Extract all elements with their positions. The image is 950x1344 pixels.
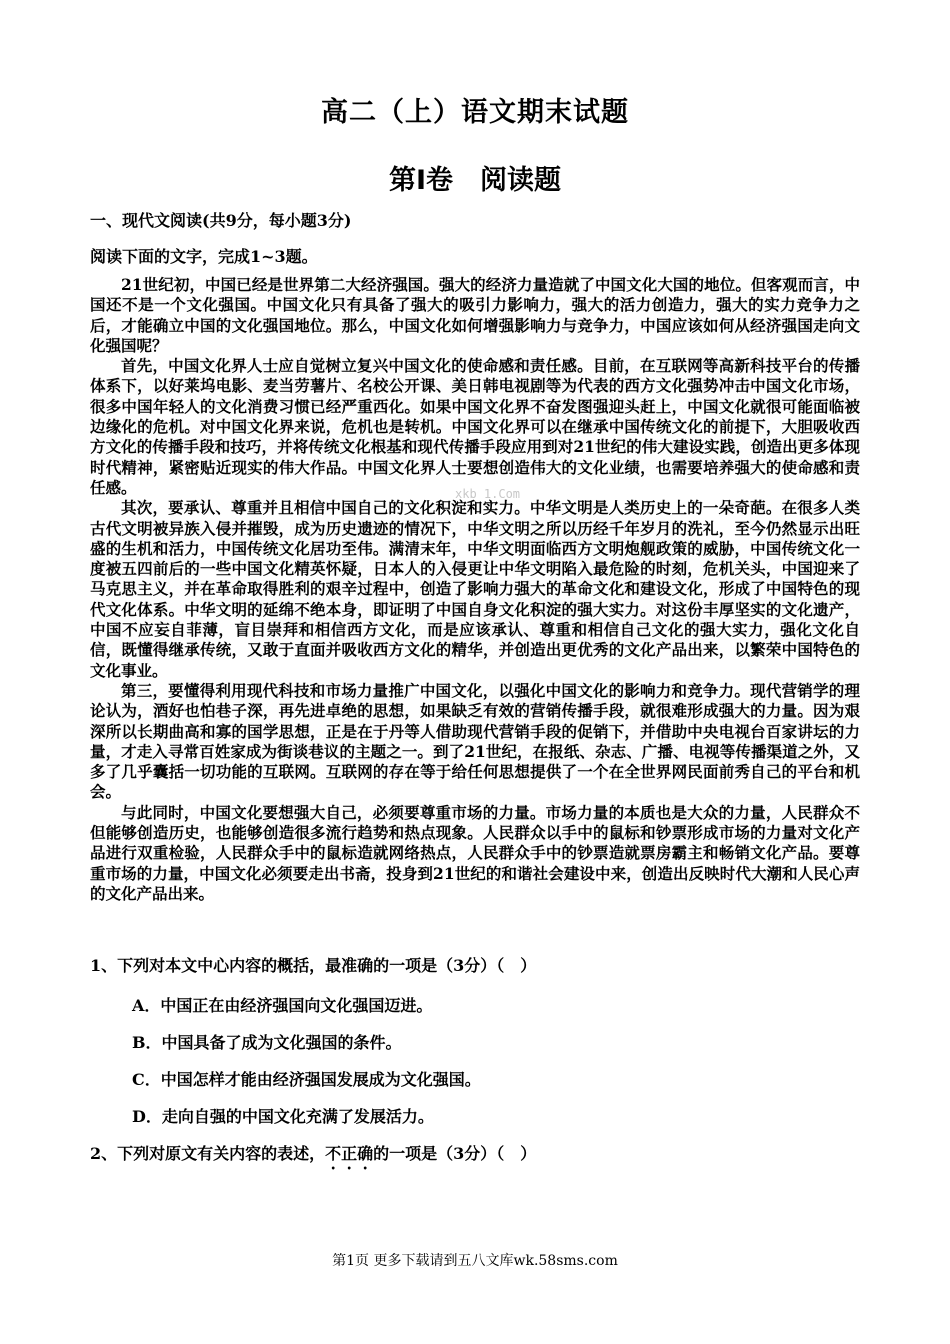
watermark: xkb 1.Com [455,487,521,501]
reading-instruction: 阅读下面的文字，完成1~3题。 [90,247,318,266]
paragraph-5: 与此同时，中国文化要想强大自己，必须要尊重市场的力量。市场力量的本质也是大众的力量，人民群众不但能够创造历史，也能够创造很多流行趋势和热点现象。人民群众以手中的鼠标和钞票形成市场的力量对文化产品进行双重检验，人民群众手中的鼠标造就网络热点，人民群众手中的钞票造就票房霸主和畅销文化产品。要尊重市场的力量，中国文化必须要走出书斋，投身到21世纪的和谐社会建设中来，创造出反映时代大潮和人民心声的文化产品出来。 [90,802,860,903]
question-2-stem [90,1141,870,1181]
question-1-option-a: A．中国正在由经济强国向文化强国迈进。 [132,996,433,1015]
section-title: 第Ⅰ卷 阅读题 [388,165,562,196]
page-footer: 第1页 更多下载请到五八文库wk.58sms.com [332,1253,618,1269]
section-heading: 一、现代文阅读(共9分，每小题3分) [90,211,352,230]
paragraph-3: 其次，要承认、尊重并且相信中国自己的文化积淀和实力。中华文明是人类历史上的一朵奇葩。在很多人类古代文明被异族入侵并摧毁，成为历史遗迹的情况下，中华文明之所以历经千年岁月的洗礼，至今仍然显示出旺盛的生机和活力，中国传统文化居功至伟。满清末年，中华文明面临西方文明炮舰政策的威胁，中国传统文化一度被五四前后的一些中国文化精英怀疑，日本人的入侵更让中华文明陷入最危险的时刻，危机关头，中国迎来了马克思主义，并在革命取得胜利的艰辛过程中，创造了影响力强大的革命文化和建设文化，形成了中国特色的现代文化体系。中华文明的延绵不绝本身，即证明了中国自身文化积淀的强大实力。对这份丰厚坚实的文化遗产，中国不应妄自菲薄，盲目崇拜和相信西方文化，而是应该承认、尊重和相信自己文化的强大实力，强化文化自信，既懂得继承传统，又敢于直面并吸收西方文化的精华，并创造出更优秀的文化产品出来，以繁荣中国特色的文化事业。 [90,498,860,680]
question-2-stem-start: 2、下列对原文有关内容的表述， [90,1144,326,1163]
paragraph-4: 第三，要懂得利用现代科技和市场力量推广中国文化，以强化中国文化的影响力和竞争力。现代营销学的理论认为，酒好也怕巷子深，再先进卓绝的思想，如果缺乏有效的营销传播手段，就很难形成强大的力量。因为艰深所以长期曲高和寡的国学思想，正是在于丹等人借助现代营销手段的促销下，并借助中央电视台百家讲坛的力量，才走入寻常百姓家成为街谈巷议的主题之一。到了21世纪，在报纸、杂志、广播、电视等传播渠道之外，又多了几乎囊括一切功能的互联网。互联网的存在等于给任何思想提供了一个在全世界网民面前秀自己的平台和机会。 [90,680,860,802]
reading-passage [90,275,860,904]
question-list [90,953,870,1181]
question-1-option-b: B．中国具备了成为文化强国的条件。 [132,1033,402,1052]
question-2-stem-end: 的一项是（3分）（ ） [373,1144,537,1163]
question-1-option-d: D．走向自强的中国文化充满了发展活力。 [132,1107,434,1126]
question-1-option-c: C．中国怎样才能由经济强国发展成为文化强国。 [132,1070,481,1089]
question-1-stem: 1、下列对本文中心内容的概括，最准确的一项是（3分）（ ） [90,956,537,975]
paragraph-2: 首先，中国文化界人士应自觉树立复兴中国文化的使命感和责任感。目前，在互联网等高新科技平台的传播体系下，以好莱坞电影、麦当劳薯片、名校公开课、美日韩电视剧等为代表的西方文化强势冲击中国文化市场，很多中国年轻人的文化消费习惯已经严重西化。如果中国文化界不奋发图强迎头赶上，中国文化就很可能面临被边缘化的危机。对中国文化界来说，危机也是转机。中国文化界可以在继承中国传统文化的前提下，大胆吸收西方文化的传播手段和技巧，并将传统文化根基和现代传播手段应用到对21世纪的伟大建设实践，创造出更多体现时代精神，紧密贴近现实的伟大作品。中国文化界人士要想创造伟大的文化业绩，也需要培养强大的使命感和责任感。 [90,356,860,497]
page-title: 高二（上）语文期末试题 [321,97,629,128]
paragraph-1: 21世纪初，中国已经是世界第二大经济强国。强大的经济力量造就了中国文化大国的地位。但客观而言，中国还不是一个文化强国。中国文化只有具备了强大的吸引力影响力，强大的活力创造力，强大的实力竞争力之后，才能确立中国的文化强国地位。那么，中国文化如何增强影响力与竞争力，中国应该如何从经济强国走向文化强国呢？ [90,275,860,355]
question-2-emphasis: 不正确 [325,1144,374,1163]
